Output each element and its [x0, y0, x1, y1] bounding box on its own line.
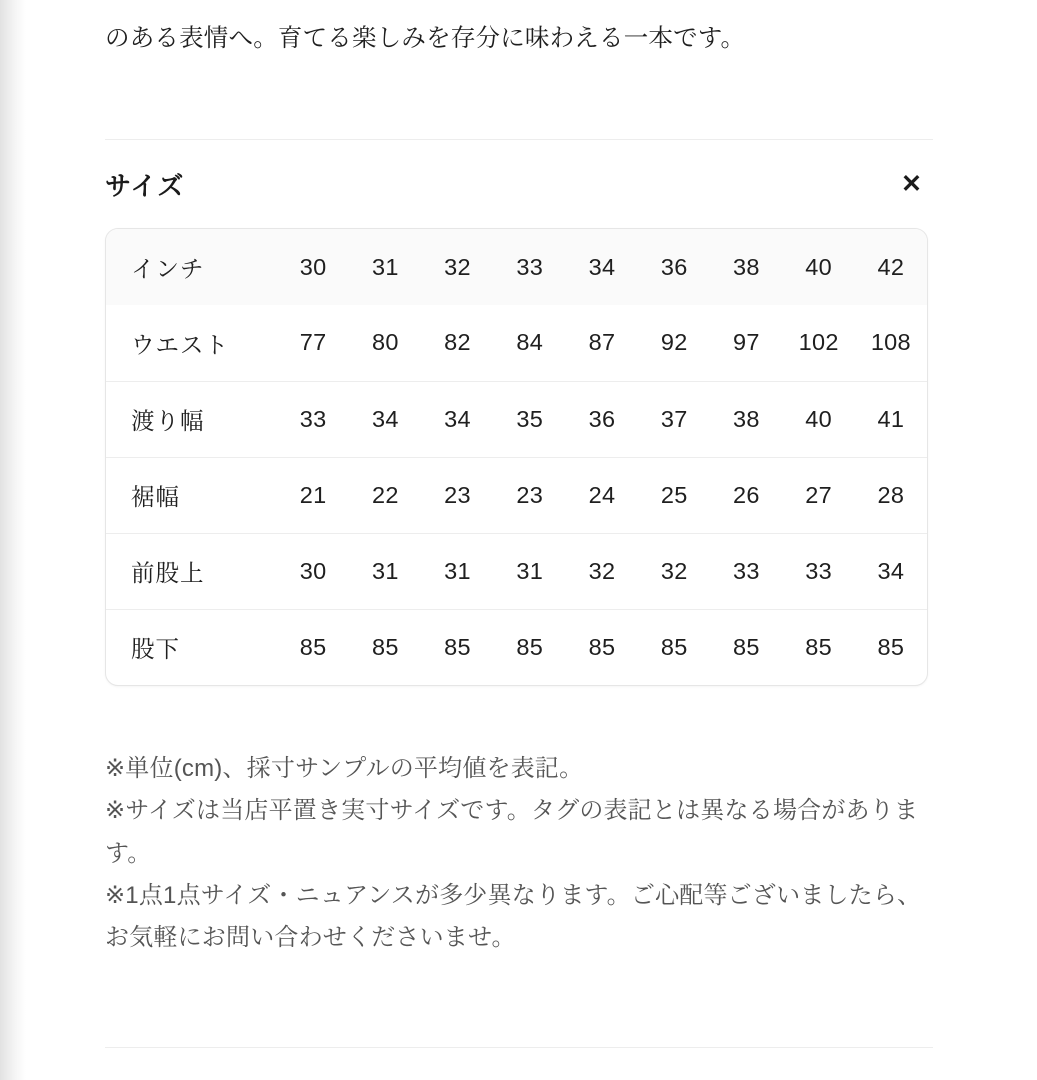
table-cell: 85 [660, 633, 688, 660]
table-row-label: 裾幅 [131, 484, 180, 511]
page-title: サイズ [105, 170, 185, 201]
table-cell: 38 [733, 405, 760, 432]
table-cell: 31 [516, 557, 544, 584]
table-header-cell: 42 [877, 253, 905, 280]
table-cell: 26 [733, 481, 760, 508]
table-cell: 80 [371, 329, 399, 356]
table-cell: 33 [299, 405, 327, 432]
table-header-cell: 36 [660, 253, 688, 280]
table-cell: 34 [371, 405, 399, 432]
size-table-body [106, 305, 927, 685]
table-cell: 84 [516, 329, 544, 356]
table-cell: 77 [299, 329, 327, 356]
table-cell: 27 [805, 481, 833, 508]
table-cell: 87 [588, 329, 616, 356]
table-cell: 23 [516, 481, 544, 508]
table-header-cell: 38 [733, 253, 760, 280]
table-cell: 85 [444, 633, 471, 660]
table-header-row [106, 229, 927, 305]
table-cell: 85 [371, 633, 399, 660]
table-row [106, 305, 927, 381]
table-header-cell: 30 [299, 253, 327, 280]
table-cell: 34 [444, 405, 471, 432]
table-cell: 85 [877, 633, 905, 660]
table-cell: 25 [660, 481, 688, 508]
size-section-header [105, 140, 933, 228]
table-cell: 32 [588, 557, 616, 584]
size-table [106, 229, 927, 685]
table-cell: 82 [444, 329, 471, 356]
table-row-label: ウエスト [131, 331, 229, 358]
table-cell: 33 [805, 557, 833, 584]
table-header-cell: 32 [444, 253, 471, 280]
table-cell: 35 [516, 405, 544, 432]
table-header-cell: 33 [516, 253, 544, 280]
table-cell: 34 [877, 557, 905, 584]
table-row [106, 381, 927, 457]
table-header-row-label: インチ [131, 256, 205, 283]
size-notes [105, 686, 933, 959]
size-table-container [105, 228, 928, 686]
table-header-cell: 31 [371, 253, 399, 280]
table-cell: 30 [299, 557, 327, 584]
table-row [106, 533, 927, 609]
product-description-paragraph: のある表情へ。育てる楽しみを存分に味わえる一本です。 [105, 25, 746, 52]
table-cell: 85 [805, 633, 833, 660]
table-cell: 23 [444, 481, 471, 508]
table-cell: 32 [660, 557, 688, 584]
table-cell: 37 [660, 405, 688, 432]
table-row [106, 457, 927, 533]
table-row-label: 股下 [131, 636, 180, 663]
table-header-cell: 34 [588, 253, 616, 280]
table-cell: 36 [588, 405, 616, 432]
size-note: ※単位(cm)、採寸サンプルの平均値を表記。 [105, 755, 584, 783]
table-row-label: 渡り幅 [131, 408, 205, 435]
table-cell: 97 [733, 329, 760, 356]
table-header-cell: 40 [805, 253, 833, 280]
table-cell: 40 [805, 405, 833, 432]
size-note: ※サイズは当店平置き実寸サイズです。タグの表記とは異なる場合があります。 [105, 797, 919, 867]
table-cell: 33 [733, 557, 760, 584]
table-cell: 28 [877, 481, 905, 508]
table-cell: 102 [798, 329, 839, 356]
table-cell: 31 [371, 557, 399, 584]
close-icon[interactable]: ✕ [895, 168, 928, 201]
table-cell: 24 [588, 481, 616, 508]
table-cell: 85 [299, 633, 327, 660]
size-table-head [106, 229, 927, 305]
left-edge-shadow [0, 0, 26, 1080]
divider-below-size-section [105, 1047, 933, 1048]
table-cell: 85 [588, 633, 616, 660]
table-cell: 31 [444, 557, 471, 584]
table-cell: 22 [371, 481, 399, 508]
table-cell: 85 [733, 633, 760, 660]
table-cell: 108 [870, 329, 911, 356]
table-cell: 85 [516, 633, 544, 660]
table-cell: 92 [660, 329, 688, 356]
content-column [105, 0, 933, 959]
table-cell: 21 [299, 481, 327, 508]
table-cell: 41 [877, 405, 905, 432]
table-row [106, 609, 927, 685]
table-row-label: 前股上 [131, 560, 205, 587]
size-note: ※1点1点サイズ・ニュアンスが多少異なります。ご心配等ございましたら、お気軽にお問い合わせくださいませ。 [105, 881, 922, 952]
